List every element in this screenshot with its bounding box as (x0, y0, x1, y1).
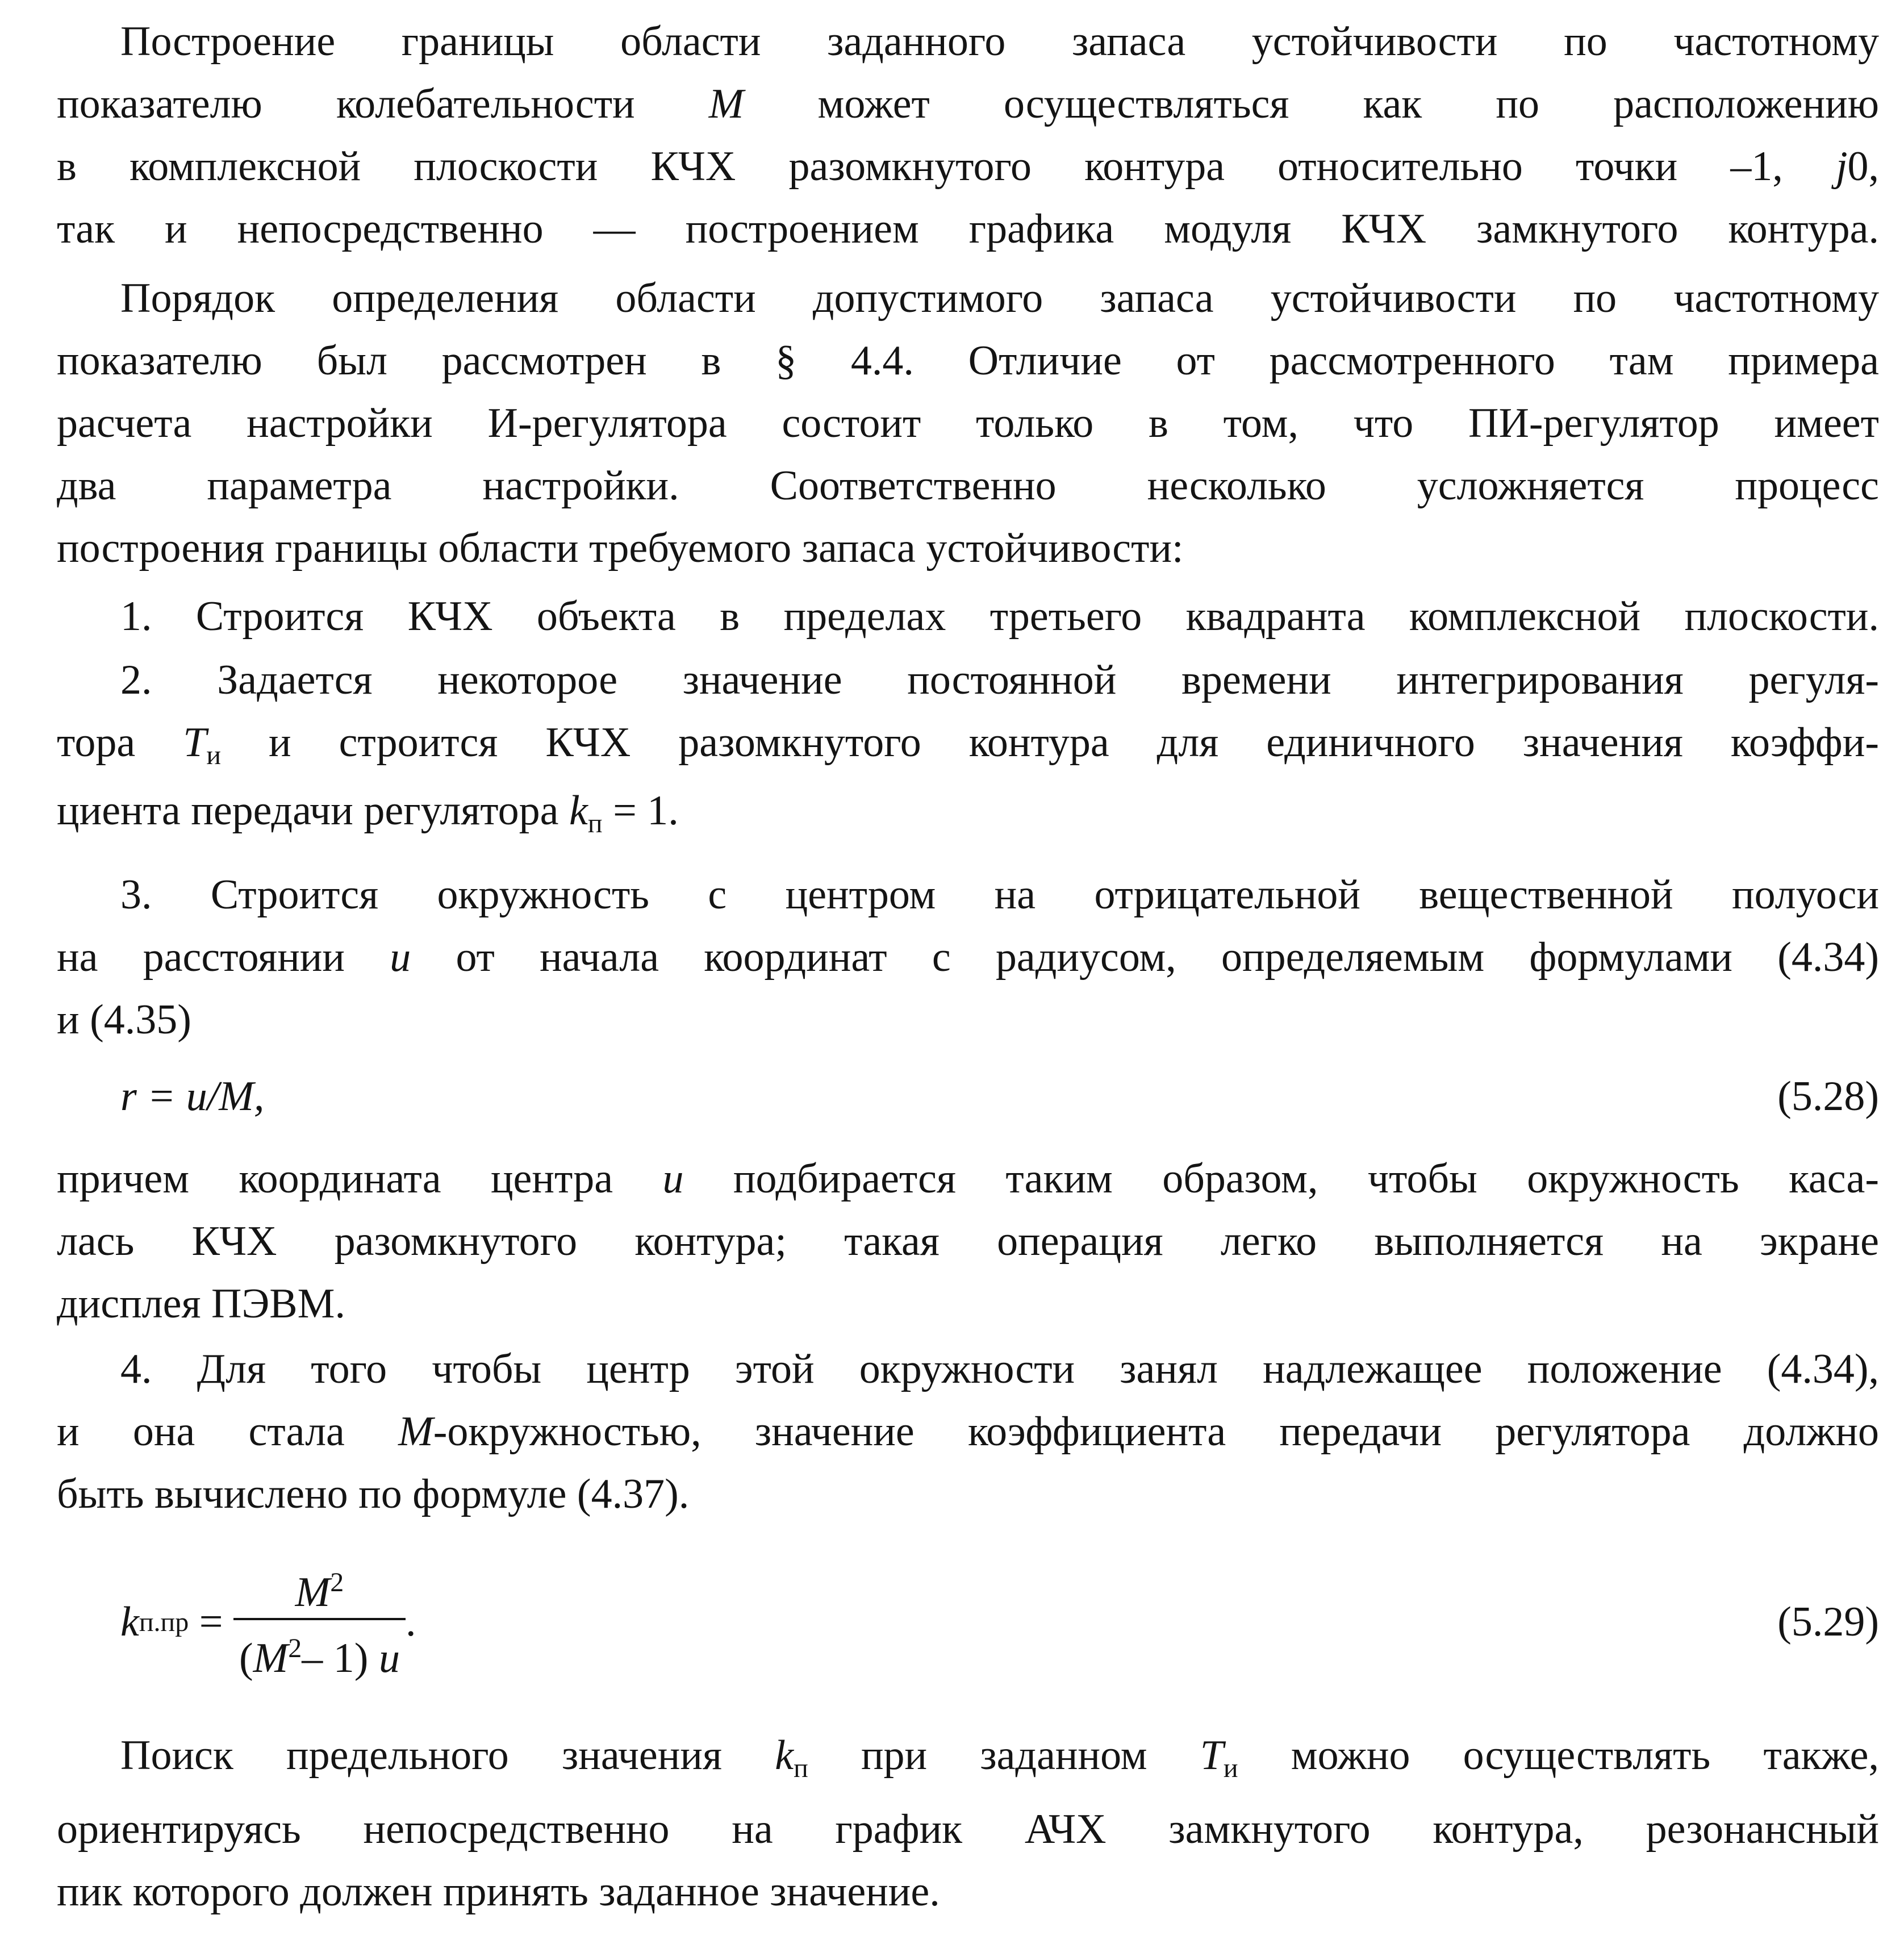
equation-5-28 (57, 1065, 1879, 1128)
fraction-denominator: ($M^2-$ 1) u (239, 1633, 400, 1682)
text-line: показателю колебательности M может осуществляться как по расположению (57, 81, 1879, 127)
text-line: в комплексной плоскости КЧХ разомкнутого контура относительно точки –1, j0, (57, 143, 1879, 190)
text-line: на расстоянии u от начала координат с радиусом, определяемым формулами (4.34) (57, 934, 1880, 981)
text-line: и она стала M-окружностью, значение коэффициента передачи регулятора должно (57, 1408, 1879, 1455)
list-item-3 (57, 863, 1879, 1051)
fraction (233, 1557, 406, 1687)
text-line: Поиск предельного значения $k_п$ при заданном $T_и$ можно осуществлять также, (120, 1732, 1879, 1783)
text-line: и (4.35) (57, 996, 191, 1043)
text-line: ориентируясь непосредственно на график АЧХ замкнутого контура, резонансный (57, 1806, 1879, 1853)
text-line: Построение границы области заданного запаса устойчивости по частотному (120, 18, 1879, 65)
paragraph-4 (57, 1718, 1879, 1923)
text-line: причем координата центра u подбирается таким образом, чтобы окружность каса- (57, 1155, 1879, 1202)
list-item-2 (57, 649, 1879, 853)
equation-number: (5.28) (1777, 1073, 1879, 1120)
text-line: Порядок определения области допустимого запаса устойчивости по частотному (120, 275, 1879, 322)
text-line: 3. Строится окружность с центром на отрицательной вещественной полуоси (120, 871, 1879, 918)
text-line: дисплея ПЭВМ. (57, 1280, 345, 1327)
paragraph-3 (57, 1148, 1879, 1335)
text-line: быть вычислено по формуле (4.37). (57, 1471, 690, 1517)
text-line: лась КЧХ разомкнутого контура; такая операция легко выполняется на экране (57, 1218, 1879, 1265)
text-line: два параметра настройки. Соответственно несколько усложняется процесс (57, 462, 1879, 509)
text-line: так и непосредственно — построением графика модуля КЧХ замкнутого контура. (57, 206, 1879, 252)
text-line: 4. Для того чтобы центр этой окружности занял надлежащее положение (4.34), (120, 1346, 1879, 1392)
equation-expression: r = u/M, (120, 1073, 265, 1120)
text-line: расчета настройки И-регулятора состоит только в том, что ПИ-регулятор имеет (57, 400, 1879, 447)
list-item-1 (57, 585, 1879, 648)
paragraph-2 (57, 267, 1879, 579)
list-item-4 (57, 1338, 1879, 1525)
text-line: показателю был рассмотрен в § 4.4. Отличие от рассмотренного там примера (57, 337, 1879, 384)
text-line: циента передачи регулятора $k_п = 1$. (57, 787, 679, 838)
equation-number: (5.29) (1777, 1599, 1879, 1645)
paragraph-1 (57, 10, 1879, 260)
text-line: 2. Задается некоторое значение постоянной времени интегрирования регуля- (120, 657, 1879, 703)
text-line: 1. Строится КЧХ объекта в пределах третьего квадранта комплексной плоскости. (120, 593, 1879, 640)
equation-expression: k п.пр = $\frac{M^2}{(M^2- 1) u}$ . (120, 1557, 416, 1687)
fraction-numerator: $M^2$ (233, 1557, 406, 1620)
text-line: построения границы области требуемого запаса устойчивости: (57, 525, 1184, 571)
text-line: тора $T_и$ и строится КЧХ разомкнутого контура для единичного значения коэффи- (57, 719, 1879, 770)
text-line: пик которого должен принять заданное значение. (57, 1868, 940, 1915)
equation-5-29 (57, 1557, 1879, 1687)
